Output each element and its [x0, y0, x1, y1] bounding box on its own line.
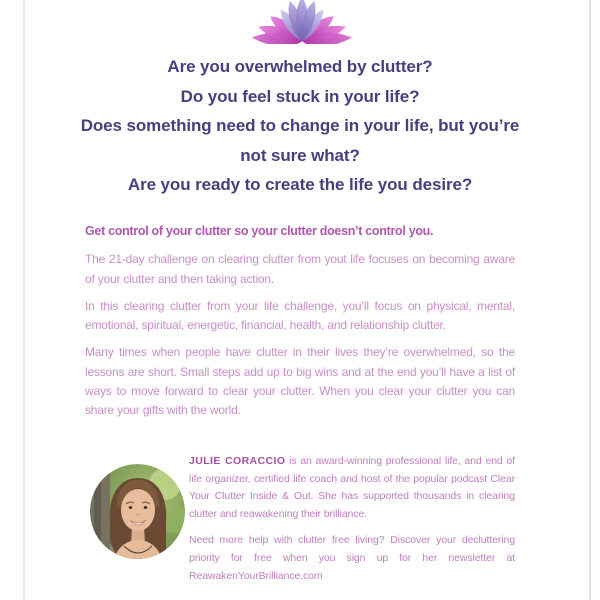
body-copy [85, 222, 515, 429]
headline-line: Are you overwhelmed by clutter? [167, 57, 433, 76]
paragraph-focus-areas: In this clearing clutter from your life challenge, you’ll focus on physical, mental, emotional, spiritual, energetic, financial, health, and relationship clutter. [85, 298, 515, 333]
author-name: JULIE CORACCIO [189, 455, 286, 467]
left-border-line [23, 0, 25, 600]
lotus-logo-icon [249, 0, 357, 44]
headline-line: Are you ready to create the life you desire? [127, 175, 473, 195]
headline-line: Does something need to change in your life, but you’re [80, 116, 520, 136]
headline-questions [30, 52, 570, 200]
lead-statement: Get control of your clutter so your clutter doesn’t control you. [85, 224, 434, 238]
author-photo [90, 464, 185, 559]
paragraph-challenge: The 21-day challenge on clearing clutter from yout life focuses on becoming aware of your clutter and then taking action. [85, 252, 515, 286]
author-bio [189, 453, 515, 594]
bio-newsletter-text: Need more help with clutter free living? Discover your decluttering priority for free when you sign up for her newsletter at ReawakenYourBrilliance.com [189, 534, 515, 582]
paragraph-small-steps: Many times when people have clutter in their lives they’re overwhelmed, so the lessons are short. Small steps add up to big wins and at the end you’ll have a list of ways to move forward to clear your clutter. When you clear your clutter you can share your gifts with the world. [85, 345, 515, 418]
right-border-line [589, 0, 591, 600]
bio-intro-text: is an award-winning professional life, and end of life organizer, certified life coach and host of the popular podcast Clear Your Clutter Inside & Out. She has supported thousands in clearing clutter and reawakening their brilliance. [189, 455, 515, 520]
headline-line: Do you feel stuck in your life? [180, 86, 420, 106]
headline-line: not sure what? [240, 145, 360, 165]
bio-paragraph [189, 453, 515, 523]
